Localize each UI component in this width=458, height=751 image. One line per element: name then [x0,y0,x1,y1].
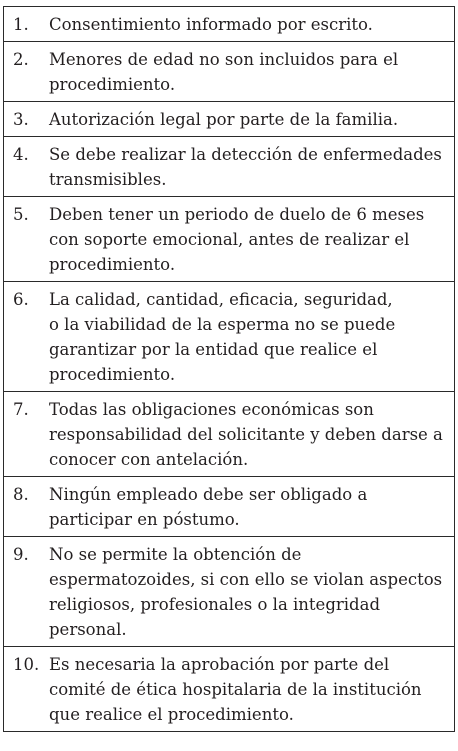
table-cell [4,197,455,282]
item-number: 7. [13,400,29,419]
item-text: Menores de edad no son incluidos para el procedimiento. [49,50,399,94]
item-number: 10. [13,655,40,674]
item-number: 1. [13,15,29,34]
table-row [4,137,455,197]
item-number: 8. [13,485,29,504]
table-cell [4,137,455,197]
item-number: 2. [13,50,29,69]
table-cell [4,392,455,477]
table-row [4,477,455,537]
item-number: 4. [13,145,29,164]
table-row [4,7,455,42]
table-row [4,197,455,282]
table-row [4,392,455,477]
item-text: Autorización legal por parte de la familia. [49,110,399,129]
item-number: 6. [13,290,29,309]
item-number: 3. [13,110,29,129]
item-text: Deben tener un periodo de duelo de 6 meses con soporte emocional, antes de realizar el procedimiento. [49,205,425,274]
item-text: La calidad, cantidad, eficacia, seguridad, o la viabilidad de la esperma no se puede garantizar por la entidad que realice el procedimiento. [49,290,396,384]
table-cell [4,477,455,537]
item-text: Se debe realizar la detección de enfermedades transmisibles. [49,145,442,189]
table-row [4,537,455,647]
table-row [4,647,455,732]
item-text: Todas las obligaciones económicas son responsabilidad del solicitante y deben darse a conocer con antelación. [49,400,443,469]
table-cell [4,537,455,647]
item-number: 5. [13,205,29,224]
item-text: Es necesaria la aprobación por parte del comité de ética hospitalaria de la institución que realice el procedimiento. [49,655,422,724]
table-cell [4,282,455,392]
table-cell [4,102,455,137]
table-row [4,42,455,102]
table-cell [4,647,455,732]
table-row [4,102,455,137]
item-text: Ningún empleado debe ser obligado a participar en póstumo. [49,485,368,529]
item-text: Consentimiento informado por escrito. [49,15,373,34]
table-cell [4,7,455,42]
item-text: No se permite la obtención de espermatozoides, si con ello se violan aspectos religiosos, profesionales o la integridad personal. [49,545,443,639]
table-cell [4,42,455,102]
requirements-table [3,6,455,732]
table-row [4,282,455,392]
item-number: 9. [13,545,29,564]
